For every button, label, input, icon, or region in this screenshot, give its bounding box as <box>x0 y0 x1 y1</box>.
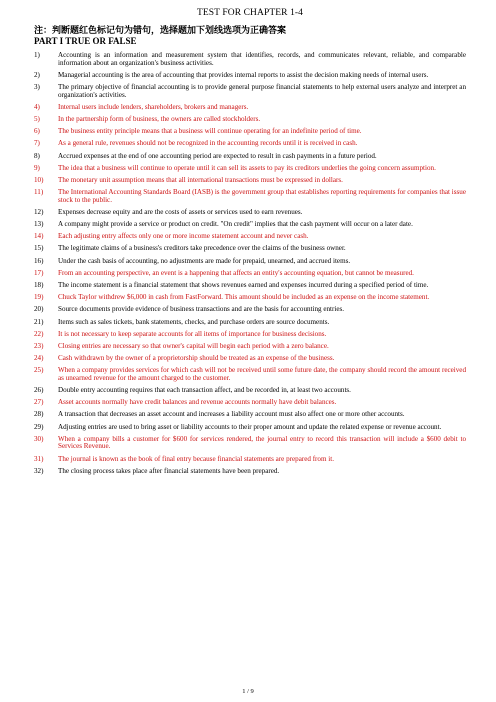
item-text: When a company bills a customer for $600 for services rendered, the journal entry to record this transaction will include a $600 debit to Services Revenue. <box>58 434 466 451</box>
item-text: It is not necessary to keep separate accounts for all items of importance for business decisions. <box>58 329 327 338</box>
item-text: The International Accounting Standards Board (IASB) is the government group that establishes reporting requirements for companies that issue stock to the public. <box>58 188 466 204</box>
item-text: The idea that a business will continue to operate until it can sell its assets to pay its creditors underlies the going concern assumption. <box>58 163 436 172</box>
false-statement-item <box>34 343 466 351</box>
page-title: TEST FOR CHAPTER 1-4 <box>196 8 304 18</box>
true-statement-item <box>34 411 466 419</box>
true-statement-item <box>34 282 466 290</box>
question-list <box>34 52 466 475</box>
item-number: 30) <box>34 434 44 443</box>
item-number: 22) <box>34 329 44 338</box>
false-statement-item <box>34 399 466 407</box>
item-text: Expenses decrease equity and are the costs of assets or services used to earn revenues. <box>58 207 303 216</box>
false-statement-item <box>34 116 466 124</box>
item-number: 7) <box>34 139 40 148</box>
item-text: The journal is known as the book of final entry because financial statements are prepared from it. <box>58 454 334 463</box>
false-statement-item <box>34 436 466 451</box>
item-number: 14) <box>34 232 44 241</box>
item-number: 13) <box>34 220 44 229</box>
false-statement-item <box>34 355 466 363</box>
false-statement-item <box>34 331 466 339</box>
item-text: Managerial accounting is the area of accounting that provides internal reports to assist the decision making needs of internal users. <box>58 70 429 79</box>
item-text: Under the cash basis of accounting, no adjustments are made for prepaid, unearned, and accrued items. <box>58 256 351 265</box>
false-statement-item <box>34 456 466 464</box>
item-text: The monetary unit assumption means that all international transactions must be expressed in dollars. <box>58 175 343 184</box>
true-statement-item <box>34 306 466 314</box>
item-number: 26) <box>34 386 44 395</box>
item-number: 31) <box>34 454 44 463</box>
instruction-note: 注：判断题红色标记句为错句，选择题加下划线选项为正确答案 <box>34 26 287 36</box>
item-text: A company might provide a service or product on credit. "On credit" implies that the cash payment will occur on a later date. <box>58 220 413 229</box>
item-number: 8) <box>34 151 40 160</box>
item-text: The closing process takes place after financial statements have been prepared. <box>58 466 280 475</box>
item-number: 10) <box>34 175 44 184</box>
true-statement-item <box>34 245 466 253</box>
item-number: 15) <box>34 244 44 253</box>
true-statement-item <box>34 424 466 432</box>
item-number: 21) <box>34 317 44 326</box>
item-number: 18) <box>34 280 44 289</box>
item-text: As a general rule, revenues should not be recognized in the accounting records until it is received in cash. <box>58 139 358 148</box>
item-number: 11) <box>34 188 44 197</box>
item-number: 19) <box>34 293 44 302</box>
true-statement-item <box>34 84 466 99</box>
item-text: Cash withdrawn by the owner of a proprietorship should be treated as an expense of the business. <box>58 354 335 363</box>
item-number: 25) <box>34 366 44 375</box>
item-text: Adjusting entries are used to bring asset or liability accounts to their proper amount and update the related expense or revenue account. <box>58 422 442 431</box>
item-number: 2) <box>34 70 40 79</box>
false-statement-item <box>34 233 466 241</box>
true-statement-item <box>34 258 466 266</box>
true-statement-item <box>34 153 466 161</box>
item-text: Items such as sales tickets, bank statements, checks, and purchase orders are source documents. <box>58 317 330 326</box>
item-number: 24) <box>34 354 44 363</box>
true-statement-item <box>34 468 466 476</box>
item-number: 12) <box>34 207 44 216</box>
item-text: From an accounting perspective, an event is a happening that affects an entity's accounting equation, but cannot be measured. <box>58 268 414 277</box>
false-statement-item <box>34 189 466 204</box>
item-text: Source documents provide evidence of business transactions and are the basis for accounting entries. <box>58 305 345 314</box>
true-statement-item <box>34 387 466 395</box>
item-number: 23) <box>34 341 44 350</box>
item-number: 28) <box>34 410 44 419</box>
item-number: 9) <box>34 163 40 172</box>
item-text: Closing entries are necessary so that owner's capital will begin each period with a zero balance. <box>58 341 329 350</box>
true-statement-item <box>34 72 466 80</box>
item-number: 27) <box>34 398 44 407</box>
item-text: When a company provides services for which cash will not be received until some future date, the company should record the amount received as unearned revenue for the amount charged to the customer. <box>58 366 466 382</box>
false-statement-item <box>34 165 466 173</box>
item-text: Asset accounts normally have credit balances and revenue accounts normally have debit balances. <box>58 398 337 407</box>
false-statement-item <box>34 294 466 302</box>
false-statement-item <box>34 367 466 382</box>
true-statement-item <box>34 221 466 229</box>
true-statement-item <box>34 319 466 327</box>
true-statement-item <box>34 209 466 217</box>
true-statement-item <box>34 52 466 67</box>
item-number: 4) <box>34 102 40 111</box>
item-text: A transaction that decreases an asset account and increases a liability account must also affect one or more other accounts. <box>58 410 405 419</box>
item-text: The legitimate claims of a business's creditors take precedence over the claims of the business owner. <box>58 244 346 253</box>
item-text: Accrued expenses at the end of one accounting period are expected to result in cash payments in a future period. <box>58 151 377 160</box>
item-number: 20) <box>34 305 44 314</box>
item-text: Chuck Taylor withdrew $6,000 in cash from FastForward. This amount should be included as an expense on the income statement. <box>58 293 430 302</box>
item-text: The income statement is a financial statement that shows revenues earned and expenses incurred during a specified period of time. <box>58 280 429 289</box>
false-statement-item <box>34 270 466 278</box>
item-text: Internal users include lenders, shareholders, brokers and managers. <box>58 102 249 111</box>
item-number: 1) <box>34 51 40 59</box>
item-text: The business entity principle means that a business will continue operating for an indefinite period of time. <box>58 127 362 136</box>
page-number: 1 / 9 <box>242 688 254 695</box>
item-number: 6) <box>34 127 40 136</box>
part-heading: PART I TRUE OR FALSE <box>34 36 137 46</box>
item-number: 3) <box>34 82 40 91</box>
item-number: 16) <box>34 256 44 265</box>
item-text: Each adjusting entry affects only one or more income statement account and never cash. <box>58 232 309 241</box>
item-text: Double entry accounting requires that each transaction affect, and be recorded in, at least two accounts. <box>58 386 351 395</box>
item-number: 32) <box>34 466 44 475</box>
item-number: 5) <box>34 114 40 123</box>
false-statement-item <box>34 104 466 112</box>
false-statement-item <box>34 177 466 185</box>
item-number: 17) <box>34 268 44 277</box>
item-number: 29) <box>34 422 44 431</box>
false-statement-item <box>34 128 466 136</box>
item-text: Accounting is an information and measurement system that identifies, records, and communicates relevant, reliable, and comparable information about an organization's business activities. <box>58 51 466 67</box>
false-statement-item <box>34 140 466 148</box>
item-text: In the partnership form of business, the owners are called stockholders. <box>58 114 261 123</box>
item-text: The primary objective of financial accounting is to provide general purpose financial statements to help external users analyze and interpret an organization's activities. <box>58 82 466 99</box>
